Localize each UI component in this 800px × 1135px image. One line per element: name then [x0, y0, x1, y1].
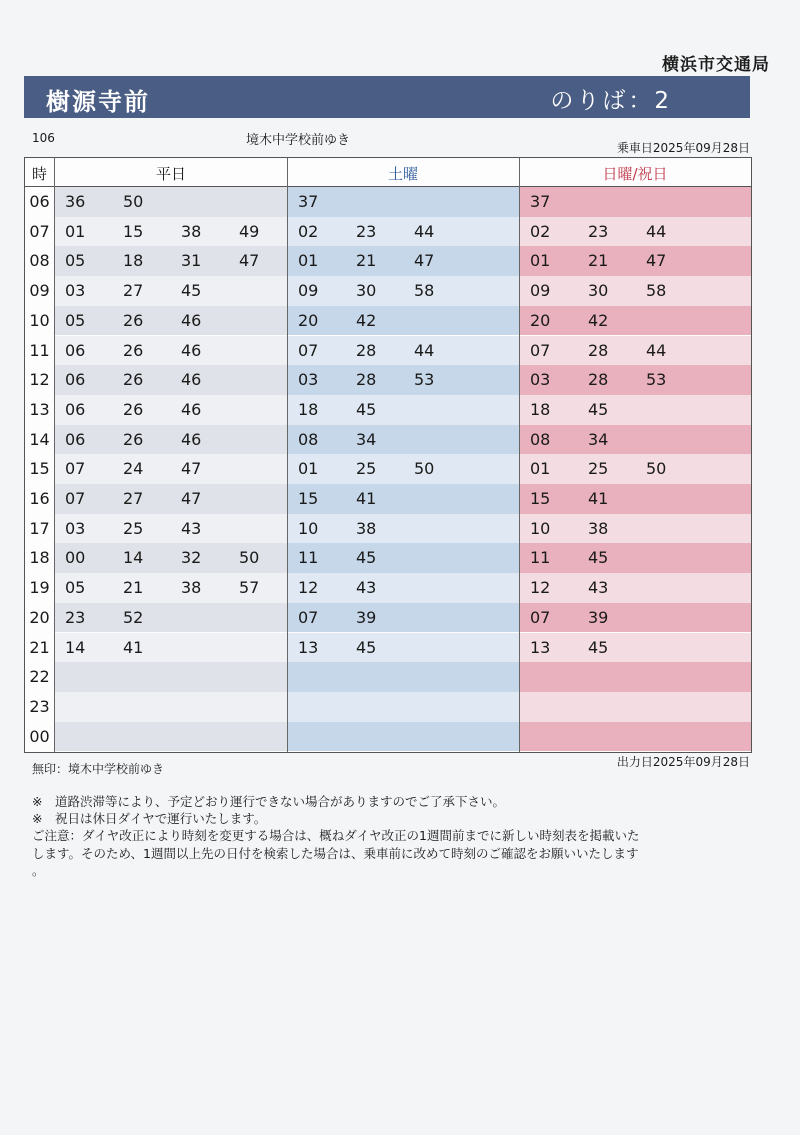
weekday-cell: [55, 514, 287, 544]
holiday-cell: [520, 246, 751, 276]
hour-cell: 19: [25, 573, 54, 603]
holiday-cell: [520, 336, 751, 366]
departure-minute: 20: [530, 310, 551, 330]
departure-minute: 06: [65, 429, 86, 449]
stop-name: 樹源寺前: [46, 88, 150, 116]
hour-cell: 18: [25, 543, 54, 573]
hour-cell: 07: [25, 217, 54, 247]
departure-minute: 53: [646, 370, 667, 390]
timetable-row: [25, 425, 751, 455]
departure-minute: 47: [646, 251, 667, 271]
departure-minute: 18: [123, 251, 144, 271]
departure-minute: 28: [356, 340, 377, 360]
timetable-row: [25, 306, 751, 336]
timetable-row: [25, 365, 751, 395]
departure-minute: 14: [123, 548, 144, 568]
departure-minute: 38: [181, 221, 202, 241]
saturday-cell: [288, 543, 519, 573]
saturday-cell: [288, 633, 519, 663]
departure-minute: 20: [298, 310, 319, 330]
departure-minute: 05: [65, 251, 86, 271]
departure-minute: 06: [65, 370, 86, 390]
weekday-cell: [55, 662, 287, 692]
weekday-cell: [55, 573, 287, 603]
note-line: ご注意：ダイヤ改正により時刻を変更する場合は、概ねダイヤ改正の1週間前までに新しい時刻表を掲載いた: [32, 828, 640, 843]
departure-minute: 58: [646, 281, 667, 301]
departure-minute: 45: [356, 399, 377, 419]
holiday-cell: [520, 425, 751, 455]
weekday-cell: [55, 484, 287, 514]
column-divider: [54, 158, 55, 752]
departure-minute: 37: [298, 192, 319, 211]
note-line: 。: [32, 863, 45, 878]
hour-cell: 22: [25, 662, 54, 692]
departure-minute: 26: [123, 399, 144, 419]
departure-minute: 05: [65, 578, 86, 598]
departure-minute: 43: [588, 578, 609, 598]
timetable-row: [25, 514, 751, 544]
departure-minute: 30: [356, 281, 377, 301]
departure-minute: 26: [123, 429, 144, 449]
saturday-cell: [288, 573, 519, 603]
holiday-cell: [520, 217, 751, 247]
departure-minute: 26: [123, 340, 144, 360]
departure-minute: 47: [181, 489, 202, 508]
departure-minute: 25: [588, 459, 609, 479]
departure-minute: 45: [588, 637, 609, 657]
timetable-row: [25, 336, 751, 366]
departure-minute: 25: [356, 459, 377, 479]
note-line: ※ 祝日は休日ダイヤで運行いたします。: [32, 811, 267, 826]
departure-minute: 07: [530, 340, 551, 360]
weekday-cell: [55, 246, 287, 276]
timetable-row: [25, 484, 751, 514]
departure-minute: 42: [356, 310, 377, 330]
holiday-cell: [520, 454, 751, 484]
departure-minute: 11: [298, 548, 319, 568]
header-hour: 時: [31, 165, 47, 183]
departure-minute: 41: [588, 489, 609, 508]
departure-minute: 32: [181, 548, 202, 568]
departure-minute: 27: [123, 489, 144, 508]
departure-minute: 03: [530, 370, 551, 390]
saturday-cell: [288, 662, 519, 692]
saturday-cell: [288, 395, 519, 425]
timetable-row: [25, 722, 751, 752]
saturday-cell: [288, 484, 519, 514]
timetable-row: [25, 395, 751, 425]
saturday-cell: [288, 306, 519, 336]
departure-minute: 38: [356, 518, 377, 538]
hour-cell: 09: [25, 276, 54, 306]
departure-minute: 47: [239, 251, 260, 271]
header-weekday: 平日: [155, 165, 186, 183]
weekday-cell: [55, 603, 287, 633]
departure-minute: 30: [588, 281, 609, 301]
platform-label: のりば：2: [550, 88, 672, 114]
holiday-cell: [520, 514, 751, 544]
departure-minute: 02: [298, 221, 319, 241]
saturday-cell: [288, 365, 519, 395]
column-divider: [287, 158, 288, 752]
ride-date: 乗車日2025年09月28日: [616, 141, 750, 155]
departure-minute: 46: [181, 399, 202, 419]
departure-minute: 18: [298, 399, 319, 419]
holiday-cell: [520, 276, 751, 306]
departure-minute: 34: [356, 429, 377, 449]
holiday-cell: [520, 633, 751, 663]
departure-minute: 10: [298, 518, 319, 538]
departure-minute: 11: [530, 548, 551, 568]
timetable-row: [25, 217, 751, 247]
weekday-cell: [55, 543, 287, 573]
weekday-cell: [55, 365, 287, 395]
holiday-cell: [520, 187, 751, 217]
departure-minute: 07: [298, 607, 319, 627]
header-holiday: 日曜/祝日: [602, 165, 668, 183]
departure-minute: 03: [298, 370, 319, 390]
weekday-cell: [55, 722, 287, 752]
departure-minute: 57: [239, 578, 260, 598]
departure-minute: 18: [530, 399, 551, 419]
saturday-cell: [288, 217, 519, 247]
departure-minute: 02: [530, 221, 551, 241]
timetable-row: [25, 246, 751, 276]
departure-minute: 38: [181, 578, 202, 598]
departure-minute: 45: [356, 548, 377, 568]
departure-minute: 26: [123, 370, 144, 390]
departure-minute: 46: [181, 370, 202, 390]
departure-minute: 46: [181, 429, 202, 449]
departure-minute: 05: [65, 310, 86, 330]
saturday-cell: [288, 454, 519, 484]
departure-minute: 44: [414, 221, 435, 241]
header-saturday: 土曜: [387, 165, 418, 183]
route-number: 106: [32, 131, 55, 145]
departure-minute: 13: [530, 637, 551, 657]
timetable-row: [25, 573, 751, 603]
timetable-header: [25, 158, 751, 187]
legend-no-mark: 無印：境木中学校前ゆき: [32, 762, 165, 776]
departure-minute: 08: [530, 429, 551, 449]
departure-minute: 27: [123, 281, 144, 301]
departure-minute: 03: [65, 518, 86, 538]
departure-minute: 34: [588, 429, 609, 449]
departure-minute: 12: [298, 578, 319, 598]
departure-minute: 08: [298, 429, 319, 449]
departure-minute: 09: [530, 281, 551, 301]
departure-minute: 52: [123, 607, 144, 627]
saturday-cell: [288, 336, 519, 366]
departure-minute: 44: [646, 221, 667, 241]
saturday-cell: [288, 425, 519, 455]
departure-minute: 53: [414, 370, 435, 390]
departure-minute: 01: [530, 459, 551, 479]
note-line: ※ 道路渋滞等により、予定どおり運行できない場合がありますのでご了承下さい。: [32, 794, 505, 809]
timetable-row: [25, 543, 751, 573]
departure-minute: 28: [588, 340, 609, 360]
departure-minute: 45: [588, 399, 609, 419]
hour-cell: 11: [25, 336, 54, 366]
weekday-cell: [55, 217, 287, 247]
hour-cell: 23: [25, 692, 54, 722]
saturday-cell: [288, 187, 519, 217]
departure-minute: 37: [530, 192, 551, 211]
departure-minute: 45: [588, 548, 609, 568]
departure-minute: 45: [181, 281, 202, 301]
holiday-cell: [520, 543, 751, 573]
departure-minute: 06: [65, 340, 86, 360]
saturday-cell: [288, 692, 519, 722]
departure-minute: 39: [588, 607, 609, 627]
departure-minute: 23: [588, 221, 609, 241]
departure-minute: 45: [356, 637, 377, 657]
weekday-cell: [55, 187, 287, 217]
departure-minute: 46: [181, 310, 202, 330]
hour-cell: 20: [25, 603, 54, 633]
departure-minute: 21: [123, 578, 144, 598]
timetable-row: [25, 603, 751, 633]
operator-name: 横浜市交通局: [662, 55, 770, 75]
weekday-cell: [55, 336, 287, 366]
departure-minute: 42: [588, 310, 609, 330]
departure-minute: 03: [65, 281, 86, 301]
departure-minute: 01: [65, 221, 86, 241]
timetable-row: [25, 662, 751, 692]
holiday-cell: [520, 395, 751, 425]
departure-minute: 38: [588, 518, 609, 538]
departure-minute: 07: [65, 459, 86, 479]
hour-cell: 10: [25, 306, 54, 336]
departure-minute: 21: [356, 251, 377, 271]
departure-minute: 21: [588, 251, 609, 271]
departure-minute: 43: [181, 518, 202, 538]
departure-minute: 09: [298, 281, 319, 301]
departure-minute: 10: [530, 518, 551, 538]
timetable-row: [25, 692, 751, 722]
holiday-cell: [520, 662, 751, 692]
weekday-cell: [55, 425, 287, 455]
weekday-cell: [55, 454, 287, 484]
hour-cell: 21: [25, 633, 54, 663]
departure-minute: 01: [530, 251, 551, 271]
holiday-cell: [520, 692, 751, 722]
weekday-cell: [55, 633, 287, 663]
departure-minute: 23: [356, 221, 377, 241]
departure-minute: 50: [123, 192, 144, 211]
departure-minute: 15: [123, 221, 144, 241]
departure-minute: 46: [181, 340, 202, 360]
departure-minute: 39: [356, 607, 377, 627]
timetable-row: [25, 276, 751, 306]
saturday-cell: [288, 603, 519, 633]
saturday-cell: [288, 722, 519, 752]
departure-minute: 49: [239, 221, 260, 241]
departure-minute: 23: [65, 607, 86, 627]
departure-minute: 43: [356, 578, 377, 598]
departure-minute: 06: [65, 399, 86, 419]
weekday-cell: [55, 276, 287, 306]
departure-minute: 24: [123, 459, 144, 479]
timetable-row: [25, 187, 751, 217]
weekday-cell: [55, 692, 287, 722]
departure-minute: 50: [646, 459, 667, 479]
departure-minute: 13: [298, 637, 319, 657]
timetable-row: [25, 633, 751, 663]
saturday-cell: [288, 276, 519, 306]
hour-cell: 14: [25, 425, 54, 455]
departure-minute: 41: [123, 637, 144, 657]
departure-minute: 01: [298, 459, 319, 479]
holiday-cell: [520, 484, 751, 514]
departure-minute: 36: [65, 192, 86, 211]
departure-minute: 14: [65, 637, 86, 657]
departure-minute: 58: [414, 281, 435, 301]
hour-cell: 15: [25, 454, 54, 484]
hour-cell: 13: [25, 395, 54, 425]
departure-minute: 47: [414, 251, 435, 271]
holiday-cell: [520, 603, 751, 633]
departure-minute: 50: [239, 548, 260, 568]
hour-cell: 16: [25, 484, 54, 514]
departure-minute: 28: [356, 370, 377, 390]
departure-minute: 15: [530, 489, 551, 508]
departure-minute: 44: [414, 340, 435, 360]
timetable: [24, 157, 752, 753]
saturday-cell: [288, 246, 519, 276]
output-date: 出力日2025年09月28日: [616, 755, 750, 769]
departure-minute: 00: [65, 548, 86, 568]
saturday-cell: [288, 514, 519, 544]
holiday-cell: [520, 306, 751, 336]
departure-minute: 12: [530, 578, 551, 598]
note-line: します。そのため、1週間以上先の日付を検索した場合は、乗車前に改めて時刻のご確認をお願いいたします: [32, 846, 639, 861]
departure-minute: 26: [123, 310, 144, 330]
hour-cell: 12: [25, 365, 54, 395]
hour-cell: 17: [25, 514, 54, 544]
hour-cell: 00: [25, 722, 54, 752]
holiday-cell: [520, 722, 751, 752]
departure-minute: 41: [356, 489, 377, 508]
hour-cell: 06: [25, 187, 54, 217]
departure-minute: 25: [123, 518, 144, 538]
destination-label: 境木中学校前ゆき: [246, 133, 351, 148]
departure-minute: 07: [298, 340, 319, 360]
weekday-cell: [55, 395, 287, 425]
weekday-cell: [55, 306, 287, 336]
departure-minute: 01: [298, 251, 319, 271]
column-divider: [519, 158, 520, 752]
hour-cell: 08: [25, 246, 54, 276]
holiday-cell: [520, 573, 751, 603]
departure-minute: 47: [181, 459, 202, 479]
title-banner: [24, 76, 750, 118]
departure-minute: 44: [646, 340, 667, 360]
timetable-row: [25, 454, 751, 484]
departure-minute: 28: [588, 370, 609, 390]
holiday-cell: [520, 365, 751, 395]
departure-minute: 07: [530, 607, 551, 627]
departure-minute: 07: [65, 489, 86, 508]
departure-minute: 31: [181, 251, 202, 271]
departure-minute: 15: [298, 489, 319, 508]
departure-minute: 50: [414, 459, 435, 479]
